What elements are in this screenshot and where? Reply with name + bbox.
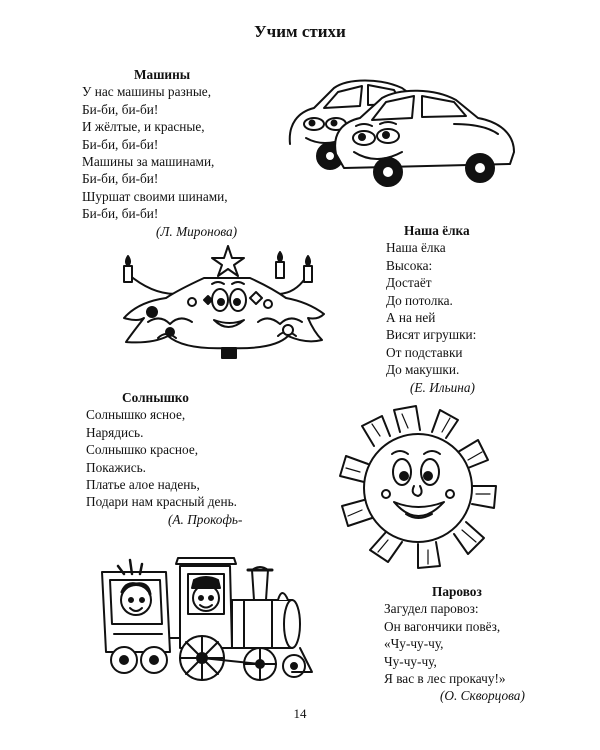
poem-author: (О. Скворцова) bbox=[440, 688, 525, 704]
page-number: 14 bbox=[293, 706, 307, 721]
christmas-tree-illustration bbox=[108, 244, 328, 362]
poem-author: (А. Прокофь- bbox=[168, 511, 243, 527]
poem-line: Би-би, би-би! bbox=[82, 206, 159, 222]
poem-author: (Е. Ильина) bbox=[410, 379, 475, 395]
poem-line: Солнышко красное, bbox=[86, 442, 199, 458]
page-title: Учим стихи bbox=[254, 22, 346, 41]
cars-illustration bbox=[284, 68, 524, 188]
poem-line: Покажись. bbox=[86, 459, 147, 475]
poem-line: Высока: bbox=[386, 257, 433, 273]
poem-train bbox=[384, 583, 525, 705]
poem-line: До макушки. bbox=[386, 362, 460, 378]
poem-cars bbox=[82, 66, 237, 240]
poem-line: Я вас в лес прокачу!» bbox=[384, 671, 506, 687]
train-illustration bbox=[96, 552, 314, 686]
poem-line: Нарядись. bbox=[86, 424, 144, 440]
sun-illustration bbox=[336, 406, 500, 570]
poem-line: Солнышко ясное, bbox=[86, 407, 186, 423]
poem-line: Наша ёлка bbox=[386, 240, 446, 256]
poem-line: У нас машины разные, bbox=[82, 84, 212, 100]
poem-title: Машины bbox=[134, 67, 191, 82]
poem-line: И жёлтые, и красные, bbox=[82, 119, 205, 135]
poem-tree bbox=[386, 222, 476, 396]
poem-line: Висят игрушки: bbox=[386, 327, 477, 343]
poem-title: Наша ёлка bbox=[404, 223, 470, 238]
poem-line: Загудел паровоз: bbox=[384, 601, 479, 617]
poem-line: Подари нам красный день. bbox=[86, 494, 237, 510]
poem-line: Би-би, би-би! bbox=[82, 136, 159, 152]
poem-line: Достаёт bbox=[386, 275, 432, 291]
poem-line: А на ней bbox=[386, 310, 436, 326]
poem-line: Он вагончики повёз, bbox=[384, 618, 501, 634]
poem-title: Солнышко bbox=[122, 390, 189, 405]
poem-line: Машины за машинами, bbox=[82, 154, 215, 170]
poem-line: Платье алое надень, bbox=[86, 477, 200, 493]
poem-line: Би-би, би-би! bbox=[82, 101, 159, 117]
poem-line: До потолка. bbox=[386, 292, 453, 308]
poem-line: Чу-чу-чу, bbox=[384, 653, 437, 669]
poem-line: От подставки bbox=[386, 344, 463, 360]
poem-title: Паровоз bbox=[432, 584, 482, 599]
poem-line: Би-би, би-би! bbox=[82, 171, 159, 187]
poem-line: «Чу-чу-чу, bbox=[384, 636, 444, 652]
poem-author: (Л. Миронова) bbox=[156, 223, 238, 239]
poem-sun bbox=[86, 389, 242, 528]
poem-line: Шуршат своими шинами, bbox=[82, 188, 228, 204]
